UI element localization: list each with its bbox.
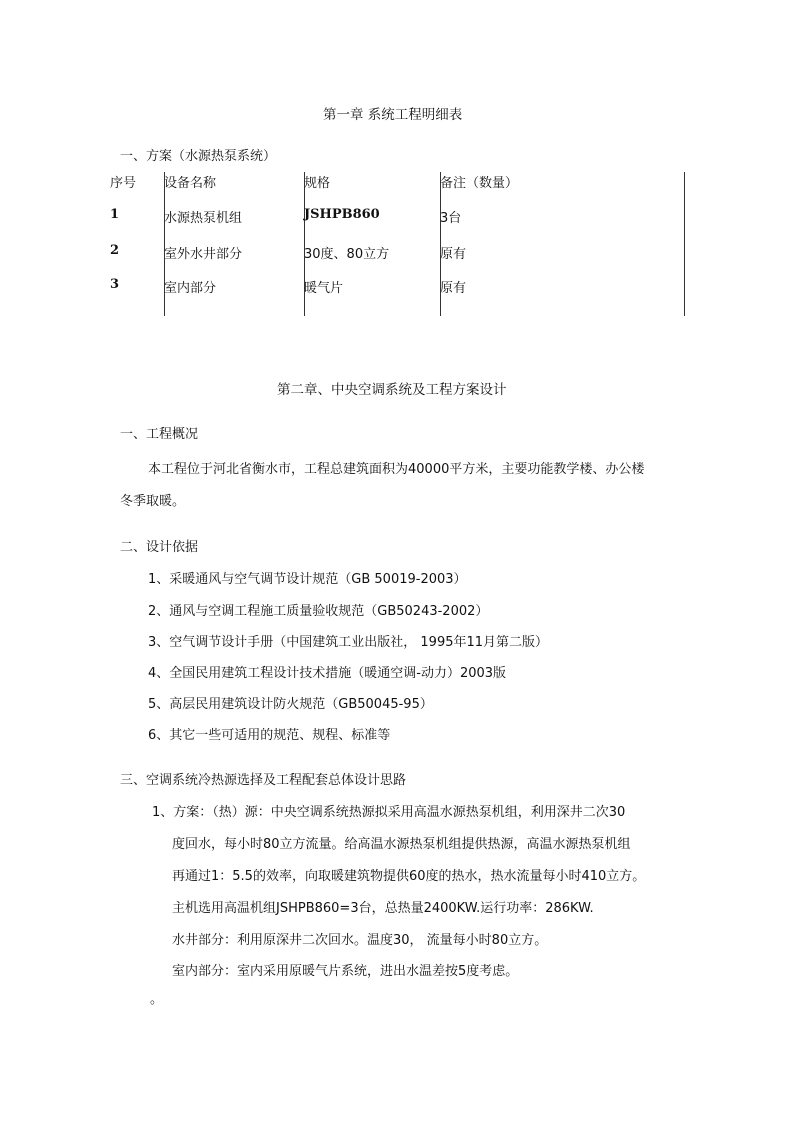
basis-item: 5、高层民用建筑设计防火规范（GB50045-95）	[148, 697, 433, 712]
plan-paragraph-line: 水井部分：利用原深井二次回水。温度30， 流量每小时80立方。	[172, 933, 548, 948]
section-heading-plan: 一、方案（水源热泵系统）	[120, 149, 277, 164]
plan-paragraph-line: 主机选用高温机组JSHPB860=3台，总热量2400KW.运行功率：286KW.	[172, 901, 594, 916]
section-heading-basis: 二、设计依据	[120, 540, 199, 555]
basis-item: 4、全国民用建筑工程设计技术措施（暖通空调-动力）2003版	[148, 666, 507, 681]
trailing-mark: 。	[150, 992, 164, 1007]
row-spec: 30度、80立方	[304, 247, 390, 262]
row-no: 1	[110, 207, 120, 222]
basis-item: 3、空气调节设计手册（中国建筑工业出版社， 1995年11月第二版）	[148, 635, 549, 650]
row-no: 3	[110, 277, 120, 292]
row-note: 3台	[440, 211, 462, 226]
overview-paragraph-line: 本工程位于河北省衡水市，工程总建筑面积为40000平方米，主要功能教学楼、办公楼	[148, 462, 645, 477]
row-no: 2	[110, 243, 120, 258]
row-spec: JSHPB860	[304, 207, 380, 222]
table-divider	[684, 172, 685, 316]
row-spec: 暖气片	[304, 281, 344, 296]
plan-paragraph-line: 1、方案：（热）源：中央空调系统热源拟采用高温水源热泵机组，利用深井二次30	[152, 805, 626, 820]
row-note: 原有	[440, 281, 467, 296]
chapter2-title: 第二章、中央空调系统及工程方案设计	[277, 382, 507, 398]
basis-item: 2、通风与空调工程施工质量验收规范（GB50243-2002）	[148, 604, 489, 619]
header-no: 序号	[110, 176, 137, 191]
header-spec: 规格	[304, 176, 331, 191]
basis-item: 6、其它一些可适用的规范、规程、标准等	[148, 728, 391, 743]
row-note: 原有	[440, 247, 467, 262]
plan-paragraph-line: 室内部分：室内采用原暖气片系统，进出水温差按5度考虑。	[172, 964, 519, 979]
plan-paragraph-line: 度回水，每小时80立方流量。给高温水源热泵机组提供热源，高温水源热泵机组	[172, 837, 631, 852]
chapter1-title: 第一章 系统工程明细表	[323, 107, 463, 123]
row-name: 水源热泵机组	[164, 211, 243, 226]
overview-paragraph-line: 冬季取暖。	[120, 494, 186, 509]
row-name: 室内部分	[164, 281, 217, 296]
basis-item: 1、采暖通风与空气调节设计规范（GB 50019-2003）	[148, 572, 467, 587]
header-name: 设备名称	[164, 176, 217, 191]
section-heading-plan-design: 三、空调系统冷热源选择及工程配套总体设计思路	[120, 773, 407, 788]
section-heading-overview: 一、工程概况	[120, 427, 199, 442]
row-name: 室外水井部分	[164, 247, 243, 262]
header-note: 备注（数量）	[440, 176, 519, 191]
plan-paragraph-line: 再通过1：5.5的效率，向取暖建筑物提供60度的热水，热水流量每小时410立方。	[172, 869, 646, 884]
